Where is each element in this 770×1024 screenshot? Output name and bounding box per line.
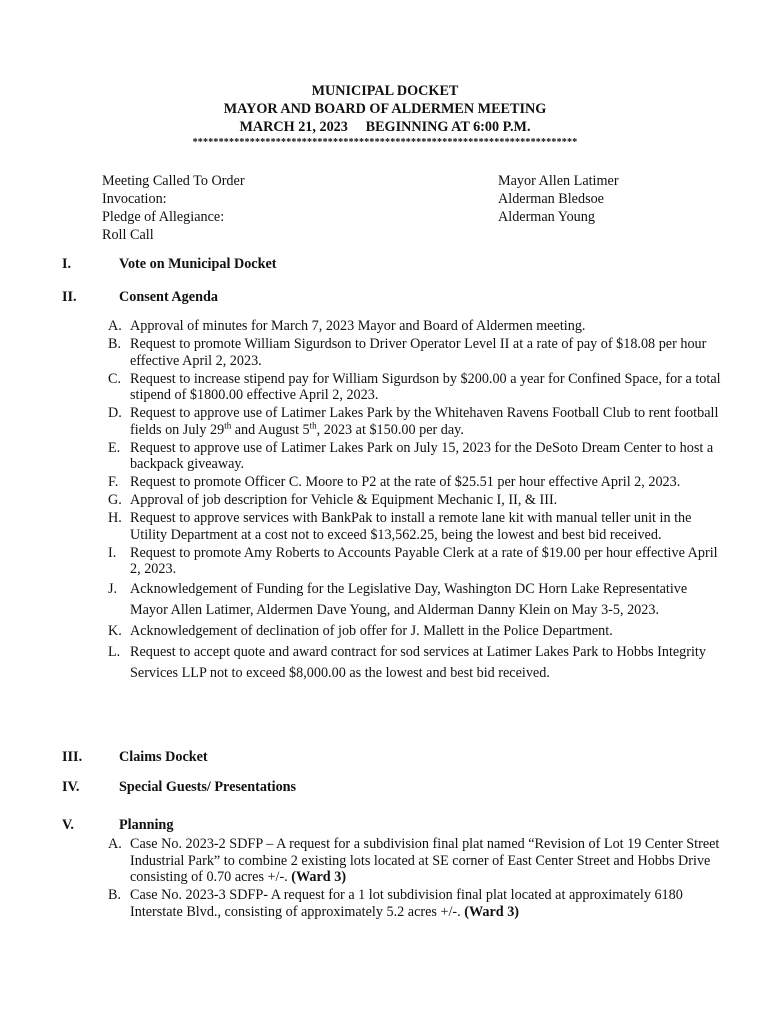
- list-item: D. Request to approve use of Latimer Lakes Park by the Whitehaven Ravens Football Club to rent football fields on July 29th and August 5th, 2023 at $150.00 per day.: [108, 405, 719, 438]
- opening-item: Pledge of Allegiance:: [102, 209, 225, 225]
- ward-label: (Ward 3): [464, 903, 520, 920]
- section-number: II.: [62, 289, 77, 305]
- list-item: J. Acknowledgement of Funding for the Legislative Day, Washington DC Horn Lake Representative Mayor Allen Latimer, Aldermen Dave Young, and Alderman Danny Klein on May 3-5, 2023.: [108, 581, 688, 619]
- opening-right-column: [498, 172, 619, 226]
- section-title: Planning: [119, 817, 174, 833]
- planning-list: [108, 836, 726, 922]
- list-item: B. Case No. 2023-3 SDFP- A request for a 1 lot subdivision final plat located at approximately 6180 Interstate Blvd., consisting of approximately 5.2 acres +/-. (Ward 3): [108, 887, 683, 920]
- opening-person: Alderman Bledsoe: [498, 191, 604, 207]
- section-number: I.: [62, 256, 72, 272]
- list-item: B. Request to promote William Sigurdson to Driver Operator Level II at a rate of pay of $18.08 per hour effective April 2, 2023.: [108, 335, 707, 369]
- list-item: F. Request to promote Officer C. Moore to P2 at the rate of $25.51 per hour effective April 2, 2023.: [108, 474, 681, 491]
- opening-item: Roll Call: [102, 227, 154, 243]
- list-item: L. Request to accept quote and award contract for sod services at Latimer Lakes Park to Hobbs Integrity Services LLP not to exceed $8,000.00 as the lowest and best bid received.: [108, 644, 706, 682]
- meeting-date-time: MARCH 21, 2023 BEGINNING AT 6:00 P.M.: [239, 119, 531, 135]
- meeting-title: MAYOR AND BOARD OF ALDERMEN MEETING: [223, 101, 547, 117]
- section-title: Consent Agenda: [119, 289, 218, 305]
- docket-title: MUNICIPAL DOCKET: [311, 83, 459, 99]
- list-item: G. Approval of job description for Vehicle & Equipment Mechanic I, II, & III.: [108, 492, 558, 509]
- section-number: III.: [62, 749, 83, 765]
- opening-left-column: [102, 172, 245, 244]
- opening-person: Mayor Allen Latimer: [498, 173, 619, 189]
- list-item: E. Request to approve use of Latimer Lakes Park on July 15, 2023 for the DeSoto Dream Center to host a backpack giveaway.: [108, 439, 714, 473]
- opening-item: Meeting Called To Order: [102, 173, 245, 189]
- opening-item: Invocation:: [102, 191, 167, 207]
- list-item: I. Request to promote Amy Roberts to Accounts Payable Clerk at a rate of $19.00 per hour effective April 2, 2023.: [108, 544, 718, 578]
- section-title: Special Guests/ Presentations: [119, 779, 297, 795]
- list-item: C. Request to increase stipend pay for William Sigurdson by $200.00 a year for Confined Space, for a total stipend of $1800.00 effective April 2, 2023.: [108, 370, 721, 404]
- list-item: H. Request to approve services with BankPak to install a remote lane kit with manual teller unit in the Utility Department at a cost not to exceed $13,562.25, being the lowest and best bid received.: [108, 510, 692, 543]
- asterisk-separator: **************************************************************************: [192, 137, 578, 148]
- section-title: Claims Docket: [119, 749, 208, 765]
- list-item: A. Approval of minutes for March 7, 2023 Mayor and Board of Aldermen meeting.: [108, 318, 586, 334]
- consent-agenda-list: [108, 318, 726, 684]
- section-title: Vote on Municipal Docket: [119, 256, 277, 272]
- section-number: IV.: [62, 779, 80, 795]
- ward-label: (Ward 3): [291, 869, 347, 886]
- section-number: V.: [62, 817, 74, 833]
- list-item: A. Case No. 2023-2 SDFP – A request for a subdivision final plat named “Revision of Lot 19 Center Street Industrial Park” to combine 2 existing lots located at SE corner of East Center Street and Hobbs Drive consisting of 0.70 acres +/-. (Ward 3): [108, 836, 720, 886]
- opening-person: Alderman Young: [498, 209, 595, 225]
- list-item: K. Acknowledgement of declination of job offer for J. Mallett in the Police Department.: [108, 623, 613, 640]
